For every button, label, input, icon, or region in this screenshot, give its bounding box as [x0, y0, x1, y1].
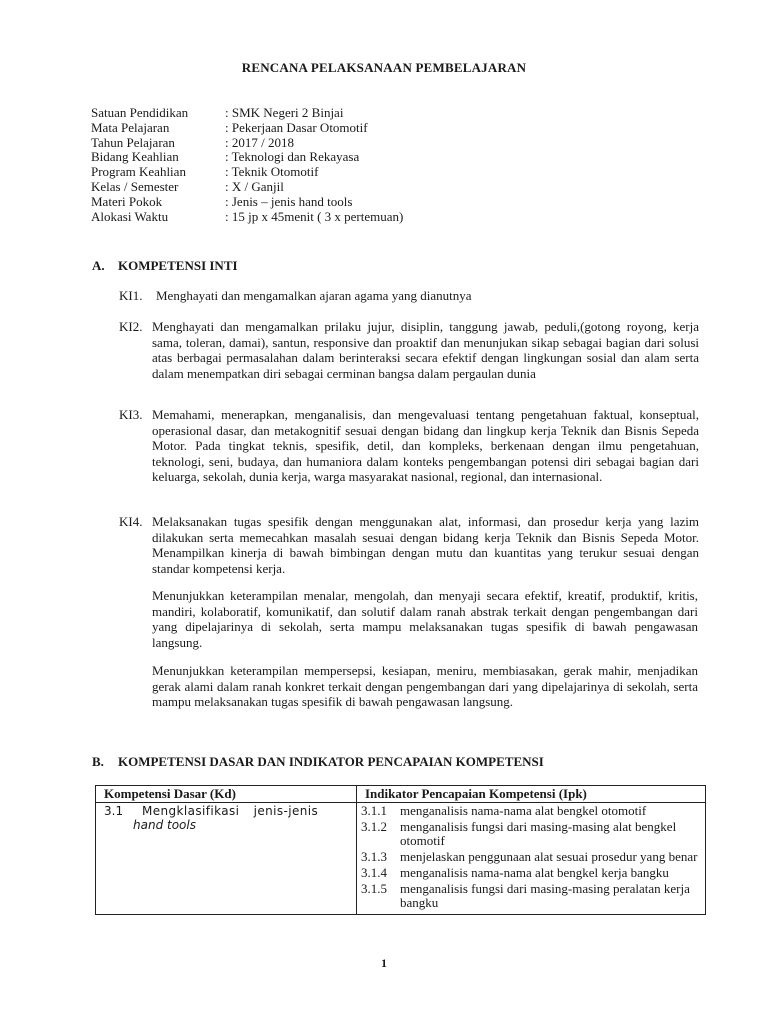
kd-number: 3.1: [104, 804, 124, 818]
indicator-text: menganalisis fungsi dari masing-masing peralatan kerja bangku: [400, 881, 690, 910]
ki-item: [119, 407, 699, 485]
identity-key: Alokasi Waktu: [91, 208, 169, 224]
indicator-cell: [357, 803, 706, 915]
section-title: KOMPETENSI INTI: [118, 258, 238, 273]
ki-text: Menghayati dan mengamalkan prilaku jujur, disiplin, tanggung jawab, peduli,(gotong royong, kerja sama, toleran, damai), santun, responsive dan proaktif dan menunjukan sikap sebagai bagian dari solusi atas berbagai permasalahan dalam berinteraksi secara efektif dengan lingkungan sosial dan alam serta dalam menempatkan diri sebagai cerminan bangsa dalam pergaulan dunia: [152, 319, 699, 381]
identity-value: : 15 jp x 45menit ( 3 x pertemuan): [225, 208, 404, 224]
indicator-text: menjelaskan penggunaan alat sesuai prosedur yang benar: [400, 849, 698, 864]
kd-text-italic: hand tools: [133, 818, 196, 832]
ki4-paragraph: Menunjukkan keterampilan menalar, mengolah, dan menyaji secara efektif, kreatif, produktif, kritis, mandiri, kolaboratif, komunikatif, dan solutif dalam ranah abstrak terkait dengan pengembangan dari yang dipelajarinya di sekolah, serta mampu melaksanakan tugas spesifik di bawah pengawasan langsung.: [152, 588, 698, 650]
ki-text: Menghayati dan mengamalkan ajaran agama yang dianutnya: [156, 288, 472, 303]
ki-item: [119, 514, 699, 576]
competency-table: [95, 785, 706, 915]
section-letter: A.: [92, 258, 105, 273]
list-item: [361, 866, 701, 880]
table-header-row: [96, 786, 706, 803]
identity-key: Mata Pelajaran: [91, 119, 170, 135]
section-title: KOMPETENSI DASAR DAN INDIKATOR PENCAPAIAN KOMPETENSI: [118, 754, 544, 769]
list-item: [361, 804, 701, 818]
ki-label: KI4.: [119, 514, 143, 529]
indicator-text: menganalisis nama-nama alat bengkel kerja bangku: [400, 865, 669, 880]
ki-label: KI2.: [119, 319, 143, 334]
ki-label: KI3.: [119, 407, 143, 422]
identity-key: Kelas / Semester: [91, 178, 179, 194]
ki-item: [119, 288, 699, 304]
indicator-text: menganalisis nama-nama alat bengkel otomotif: [400, 803, 647, 818]
column-header-kd: Kompetensi Dasar (Kd): [96, 786, 357, 803]
identity-key: Tahun Pelajaran: [91, 134, 175, 150]
list-item: [361, 882, 701, 910]
identity-row: [91, 180, 403, 195]
identity-value: : Teknik Otomotif: [225, 164, 319, 180]
column-header-ipk: Indikator Pencapaian Kompetensi (Ipk): [357, 786, 706, 803]
identity-row: [91, 121, 403, 136]
indicator-number: 3.1.5: [361, 881, 387, 896]
ki-item: [119, 319, 699, 381]
identity-key: Satuan Pendidikan: [91, 105, 189, 120]
identity-row: [91, 210, 403, 225]
indicator-number: 3.1.4: [361, 865, 387, 880]
ki-text: Memahami, menerapkan, menganalisis, dan mengevaluasi tentang pengetahuan faktual, konseptual, operasional dasar, dan metakognitif sesuai dengan bidang dan lingkup kerja Teknik dan Bisnis Sepeda Motor. Pada tingkat teknis, spesifik, detil, dan kompleks, berkenaan dengan ilmu pengetahuan, teknologi, seni, budaya, dan humaniora dalam konteks pengembangan potensi diri sebagai bagian dari keluarga, sekolah, dunia kerja, warga masyarakat nasional, regional, dan internasional.: [152, 407, 699, 485]
identity-value: : Teknologi dan Rekayasa: [225, 149, 360, 165]
section-a-heading: [92, 258, 238, 274]
indicator-number: 3.1.1: [361, 803, 387, 818]
kd-text: Mengklasifikasi jenis-jenis: [142, 804, 319, 818]
identity-key: Program Keahlian: [91, 164, 186, 180]
list-item: [361, 850, 701, 864]
ki4-paragraph: Menunjukkan keterampilan mempersepsi, kesiapan, meniru, membiasakan, gerak mahir, menjadikan gerak alami dalam ranah konkret terkait dengan pengembangan dari yang dipelajarinya di sekolah, serta mampu melaksanakan tugas spesifik di bawah pengawasan langsung.: [152, 663, 698, 710]
section-b-heading: [92, 754, 544, 770]
identity-key: Materi Pokok: [91, 193, 163, 209]
identity-key: Bidang Keahlian: [91, 149, 179, 165]
identity-row: [91, 136, 403, 151]
ki-label: KI1.: [119, 288, 143, 303]
table-row: [96, 803, 706, 915]
identity-value: : SMK Negeri 2 Binjai: [225, 105, 344, 120]
identity-value: : X / Ganjil: [225, 178, 284, 194]
identity-row: [91, 106, 403, 121]
indicator-number: 3.1.3: [361, 849, 387, 864]
identity-row: [91, 165, 403, 180]
identity-row: [91, 195, 403, 210]
identity-value: : Jenis – jenis hand tools: [225, 193, 353, 209]
document-title: RENCANA PELAKSANAAN PEMBELAJARAN: [241, 60, 527, 75]
identity-block: [91, 106, 403, 224]
page-number: 1: [381, 956, 387, 970]
indicator-number: 3.1.2: [361, 819, 387, 834]
section-letter: B.: [92, 754, 104, 769]
identity-value: : Pekerjaan Dasar Otomotif: [225, 119, 368, 135]
identity-row: [91, 150, 403, 165]
ki-text: Melaksanakan tugas spesifik dengan menggunakan alat, informasi, dan prosedur kerja yang lazim dilakukan serta memecahkan masalah sesuai dengan bidang kerja Teknik dan Bisnis Sepeda Motor. Menampilkan kinerja di bawah bimbingan dengan mutu dan kuantitas yang terukur sesuai dengan standar kompetensi kerja.: [152, 514, 699, 576]
indicator-text: menganalisis fungsi dari masing-masing alat bengkel otomotif: [400, 819, 677, 848]
identity-value: : 2017 / 2018: [225, 134, 294, 150]
kd-cell: [96, 803, 357, 915]
list-item: [361, 820, 701, 848]
